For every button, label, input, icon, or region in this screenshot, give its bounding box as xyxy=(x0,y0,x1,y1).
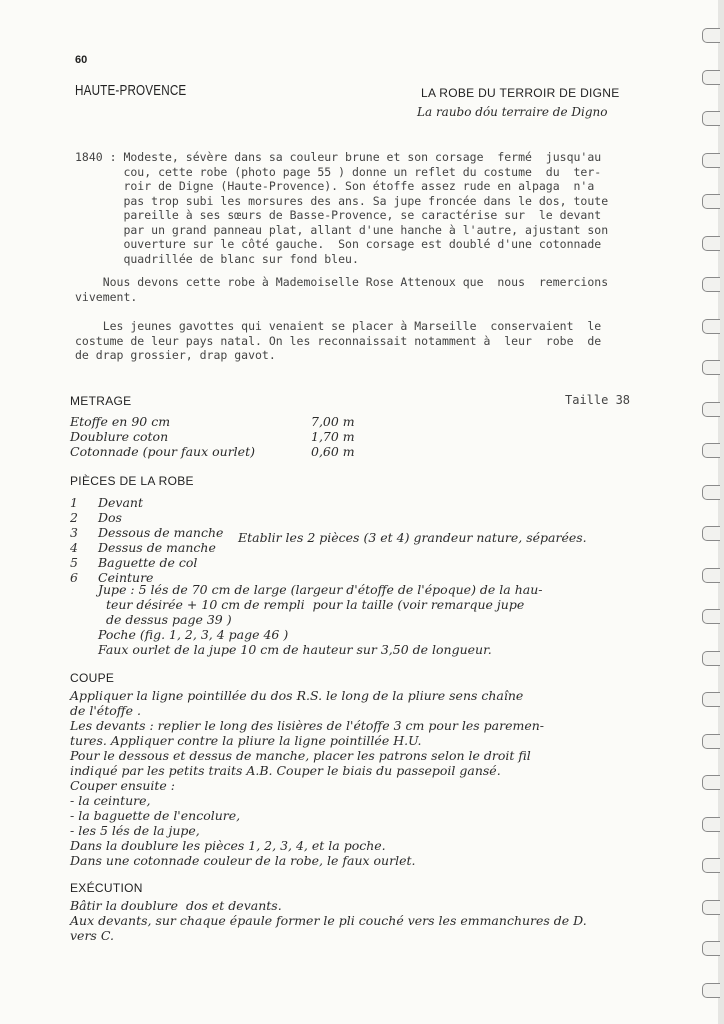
coupe-text xyxy=(70,689,544,869)
binding-ring xyxy=(702,319,720,334)
piece-name: Ceinture xyxy=(98,570,154,585)
pieces-extra-line: Jupe : 5 lés de 70 cm de large (largeur d'étoffe de l'époque) de la hau- xyxy=(98,582,543,597)
intro-line: roir de Digne (Haute-Provence). Son étoffe assez rude en alpaga n'a xyxy=(75,179,595,193)
metrage-item-value: 0,60 m xyxy=(311,444,355,459)
page-number: 60 xyxy=(75,54,88,66)
pieces-extra-line: teur désirée + 10 cm de rempli pour la taille (voir remarque jupe xyxy=(98,597,525,612)
coupe-heading: COUPE xyxy=(70,671,115,685)
coupe-line: Couper ensuite : xyxy=(70,778,176,793)
metrage-item-value: 1,70 m xyxy=(311,429,355,444)
intro-line: 1840 : Modeste, sévère dans sa couleur brune et son corsage fermé jusqu'au xyxy=(75,150,602,164)
execution-line: Bâtir la doublure dos et devants. xyxy=(70,898,282,913)
gavottes-line: de drap grossier, drap gavot. xyxy=(75,348,276,362)
binding-ring xyxy=(702,941,720,956)
execution-text xyxy=(70,899,587,944)
size-label: Taille 38 xyxy=(565,393,631,407)
binding-ring xyxy=(702,983,720,998)
binding-ring xyxy=(702,485,720,500)
piece-number: 3 xyxy=(70,525,78,540)
execution-line: vers C. xyxy=(70,928,114,943)
intro-paragraph xyxy=(75,150,608,266)
binding-ring xyxy=(702,28,720,43)
binding-ring xyxy=(702,692,720,707)
coupe-line: Dans une cotonnade couleur de la robe, le faux ourlet. xyxy=(70,853,416,868)
execution-line: Aux devants, sur chaque épaule former le pli couché vers les emmanchures de D. xyxy=(70,913,587,928)
execution-heading: EXÉCUTION xyxy=(70,881,143,895)
pieces-extra-line: Poche (fig. 1, 2, 3, 4 page 46 ) xyxy=(98,627,289,642)
binding-ring xyxy=(702,194,720,209)
binding-ring xyxy=(702,900,720,915)
coupe-line: Les devants : replier le long des lisières de l'étoffe 3 cm pour les paremen- xyxy=(70,718,545,733)
thanks-line: Nous devons cette robe à Mademoiselle Rose Attenoux que nous remercions xyxy=(75,275,609,289)
binding-ring xyxy=(702,360,720,375)
binding-ring xyxy=(702,111,720,126)
intro-line: pareille à ses sœurs de Basse-Provence, se caractérise sur le devant xyxy=(75,208,602,222)
sleeve-note: Etablir les 2 pièces (3 et 4) grandeur nature, séparées. xyxy=(238,530,587,545)
piece-number: 4 xyxy=(70,540,78,555)
binding-ring xyxy=(702,402,720,417)
pieces-extra xyxy=(98,583,543,658)
piece-name: Dessus de manche xyxy=(98,540,216,555)
binding-ring xyxy=(702,568,720,583)
gavottes-line: costume de leur pays natal. On les reconnaissait notamment à leur robe de xyxy=(75,333,602,348)
gavottes-line: Les jeunes gavottes qui venaient se placer à Marseille conservaient le xyxy=(75,319,602,333)
binding-ring xyxy=(702,858,720,873)
intro-line: cou, cette robe (photo page 55 ) donne un reflet du costume du ter- xyxy=(75,164,602,179)
coupe-line: - la baguette de l'encolure, xyxy=(70,808,241,823)
thanks-paragraph xyxy=(75,275,608,304)
piece-name: Devant xyxy=(98,495,144,510)
region-heading: HAUTE-PROVENCE xyxy=(75,82,187,99)
metrage-item-label: Cotonnade (pour faux ourlet) xyxy=(70,444,255,459)
coupe-line: - les 5 lés de la jupe, xyxy=(70,823,200,838)
metrage-item-value: 7,00 m xyxy=(311,414,355,429)
piece-name: Baguette de col xyxy=(98,555,198,570)
intro-line: par un grand panneau plat, allant d'une hanche à l'autre, ajustant son xyxy=(75,222,609,237)
piece-number: 6 xyxy=(70,570,78,585)
piece-number: 1 xyxy=(70,495,78,510)
coupe-line: indiqué par les petits traits A.B. Couper le biais du passepoil gansé. xyxy=(70,763,501,778)
intro-line: pas trop subi les morsures des ans. Sa jupe froncée dans le dos, toute xyxy=(75,193,609,208)
intro-line: quadrillée de blanc sur fond bleu. xyxy=(75,251,359,266)
binding-ring xyxy=(702,236,720,251)
binding-ring xyxy=(702,817,720,832)
pieces-extra-line: Faux ourlet de la jupe 10 cm de hauteur sur 3,50 de longueur. xyxy=(98,642,492,657)
binding-ring xyxy=(702,443,720,458)
binding-ring xyxy=(702,153,720,168)
binding-ring xyxy=(702,526,720,541)
pieces-heading: PIÈCES DE LA ROBE xyxy=(70,474,194,488)
thanks-line: vivement. xyxy=(75,289,138,304)
piece-number: 2 xyxy=(70,510,78,525)
binding-ring xyxy=(702,277,720,292)
piece-number: 5 xyxy=(70,555,78,570)
coupe-line: de l'étoffe . xyxy=(70,703,141,718)
binding-ring xyxy=(702,609,720,624)
gavottes-paragraph xyxy=(75,319,601,363)
coupe-line: Pour le dessous et dessus de manche, placer les patrons selon le droit fil xyxy=(70,748,531,763)
coupe-line: Appliquer la ligne pointillée du dos R.S. le long de la pliure sens chaîne xyxy=(70,688,524,703)
binding-ring xyxy=(702,734,720,749)
intro-line: ouverture sur le côté gauche. Son corsage est doublé d'une cotonnade xyxy=(75,237,602,251)
coupe-line: - la ceinture, xyxy=(70,793,151,808)
metrage-item-label: Doublure coton xyxy=(70,429,169,444)
metrage-heading: METRAGE xyxy=(70,394,132,408)
binding-ring xyxy=(702,70,720,85)
metrage-item-label: Etoffe en 90 cm xyxy=(70,414,171,429)
piece-name: Dos xyxy=(98,510,122,525)
coupe-line: tures. Appliquer contre la pliure la ligne pointillée H.U. xyxy=(70,733,422,748)
pieces-extra-line: de dessus page 39 ) xyxy=(98,612,232,627)
binding-ring xyxy=(702,651,720,666)
page-title: LA ROBE DU TERROIR DE DIGNE xyxy=(421,86,620,100)
provencal-subtitle: La raubo dóu terraire de Digno xyxy=(417,105,608,119)
binding-ring xyxy=(702,775,720,790)
spiral-binding xyxy=(694,0,724,1024)
coupe-line: Dans la doublure les pièces 1, 2, 3, 4, et la poche. xyxy=(70,838,386,853)
piece-name: Dessous de manche xyxy=(98,525,224,540)
